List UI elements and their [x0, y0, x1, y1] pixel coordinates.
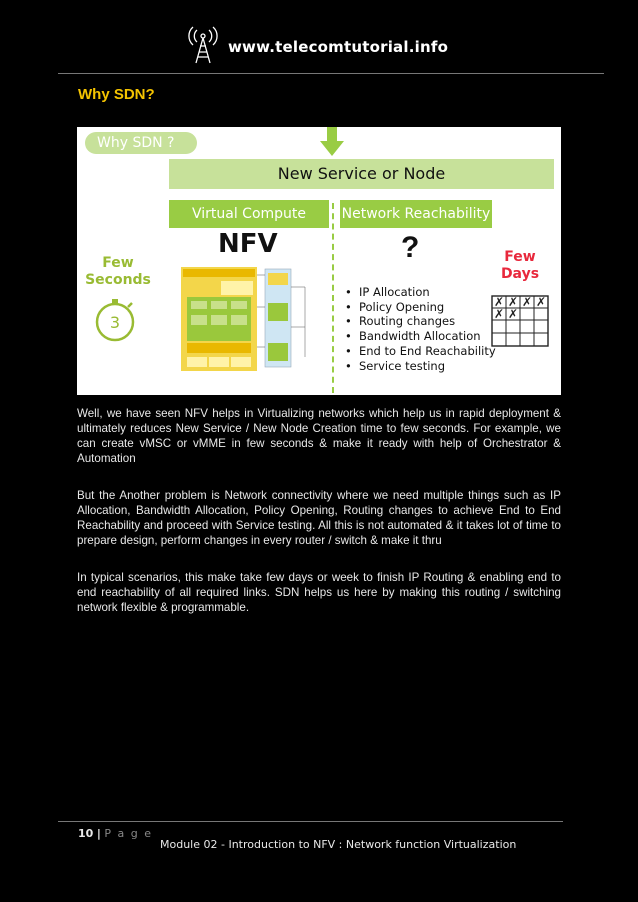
stopwatch-number: 3	[109, 313, 121, 332]
header-divider	[58, 73, 604, 74]
list-item: • IP Allocation	[345, 285, 496, 300]
list-item: • Policy Opening	[345, 300, 496, 315]
paragraph: But the Another problem is Network connectivity where we need multiple things such as IP Allocation, Bandwidth Allocation, Policy Opening, Routing changes to achieve End to End Reachability and proceed with Service testing. All this is not automated & it takes lot of time to prepare design, perform changes in every router / switch & make it thru	[77, 489, 561, 548]
page-separator: |	[96, 827, 101, 840]
stopwatch-icon	[92, 295, 140, 343]
page-number-line	[78, 827, 152, 840]
paragraph: In typical scenarios, this make take few days or week to finish IP Routing & enabling end to end reachability of all required links. SDN helps us here by making this routing / switching network flexible & programmable.	[77, 571, 561, 615]
page-label: P a g e	[104, 827, 153, 840]
radio-tower-icon	[186, 24, 220, 64]
svg-text:✗: ✗	[493, 307, 505, 321]
footer-divider	[58, 821, 563, 822]
page-header	[0, 0, 638, 76]
page-number: 10	[78, 827, 94, 840]
calendar-icon	[491, 295, 549, 347]
nfv-architecture-diagram-icon	[181, 267, 323, 371]
figure-divider	[332, 203, 334, 393]
section-title: Why SDN?	[78, 86, 155, 103]
few-seconds-label: Few Seconds	[85, 255, 151, 288]
why-sdn-label: Why SDN ?	[85, 132, 197, 154]
list-item: • Bandwidth Allocation	[345, 329, 496, 344]
virtual-compute-banner: Virtual Compute	[169, 200, 329, 228]
why-sdn-figure	[77, 127, 561, 395]
paragraph: Well, we have seen NFV helps in Virtualizing networks which help us in rapid deployment & ultimately reduces New Service / New Node Creation time to few seconds. For example, we can create vMSC or vMME in few seconds & make it ready with help of Orchestrator & Automation	[77, 407, 561, 466]
list-item: • Service testing	[345, 359, 496, 374]
question-mark: ?	[401, 231, 420, 264]
svg-text:✗: ✗	[521, 295, 533, 309]
footer-module-text: Module 02 - Introduction to NFV : Network function Virtualization	[160, 838, 517, 851]
svg-text:✗: ✗	[535, 295, 547, 309]
svg-text:✗: ✗	[507, 307, 519, 321]
network-task-list	[345, 285, 496, 373]
arrow-down-icon	[319, 127, 345, 157]
svg-text:✗: ✗	[493, 295, 505, 309]
list-item: • End to End Reachability	[345, 344, 496, 359]
nfv-label: NFV	[218, 229, 278, 259]
list-item: • Routing changes	[345, 314, 496, 329]
svg-text:✗: ✗	[507, 295, 519, 309]
few-days-label: Few Days	[500, 249, 540, 282]
site-url[interactable]: www.telecomtutorial.info	[228, 38, 449, 56]
new-service-banner: New Service or Node	[169, 159, 554, 189]
network-reachability-banner: Network Reachability	[340, 200, 492, 228]
